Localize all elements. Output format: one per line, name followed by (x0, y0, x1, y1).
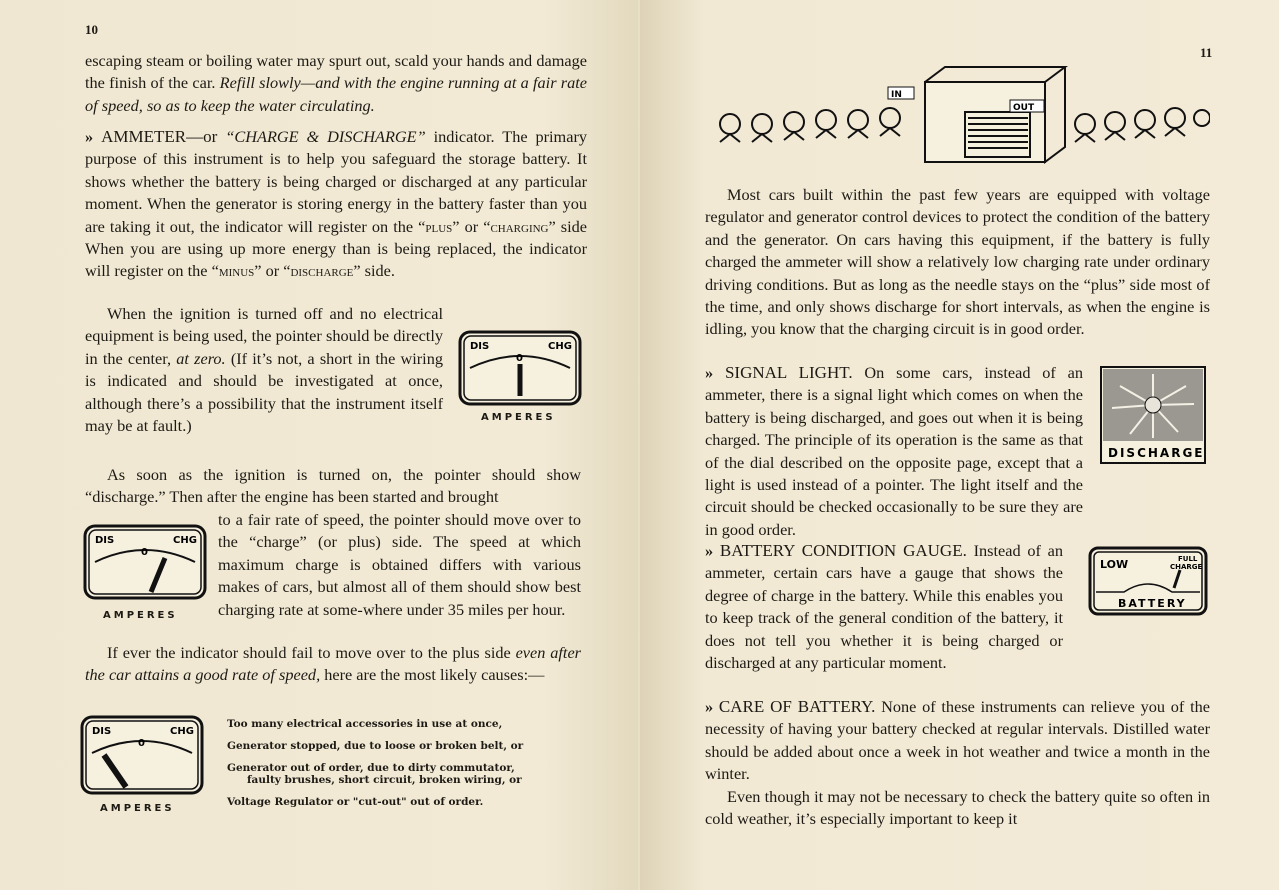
text: As soon as the ignition is turned on, the pointer should show “discharge.” Then after the engine has been started and brought (85, 465, 581, 507)
discharge-signal-lamp (1100, 366, 1206, 464)
text: Even though it may not be necessary to check the battery quite so often in cold weather, it’s especially important to keep it (705, 787, 1210, 829)
cause-item: Voltage Regulator or "cut-out" out of order. (227, 796, 484, 808)
intro-italic: Refill slowly—and with the engine running at a fair rate of speed, so as to keep the water circulating. (85, 73, 588, 115)
text: When the ignition is turned off and no electrical equipment is being used, the pointer should be directly in the center, (85, 304, 443, 368)
battery-condition-gauge (1088, 546, 1208, 616)
dial-chg-label: CHG (173, 535, 197, 546)
bullet-icon: » (705, 541, 714, 560)
signal-light-section (705, 362, 1083, 541)
ammeter-text: The primary purpose of this instrument is to help you safeguard the storage battery. It shows whether the battery is being charged or discharged at any particular moment. When the generator is storing energy in the battery faster than you are taking it out, the indicator will register on the “ (85, 127, 588, 236)
cause-item: faulty brushes, short circuit, broken wiring, or (247, 774, 522, 786)
ammeter-dial-discharge (80, 715, 204, 795)
gauge-full-label: FULL (1178, 555, 1198, 563)
discharge-term: discharge (290, 261, 354, 281)
text: ” or “ (452, 216, 491, 236)
battery-cartoon-illustration (710, 62, 1210, 172)
battery-gauge-section (705, 540, 1063, 674)
lamp-label: DISCHARGE (1108, 446, 1205, 460)
in-label: IN (891, 90, 902, 100)
bullet-icon: » (705, 363, 714, 382)
gauge-charge-label: CHARGE (1170, 563, 1203, 571)
heading-rest: indicator. (425, 127, 495, 146)
dial-chg-label: CHG (548, 341, 572, 352)
text: Most cars built within the past few years are equipped with voltage regulator and generator control devices to protect the condition of the battery and the generator. On cars having this equipment, if the battery is fully charged the ammeter will show a relatively low charging rate under ordinary driving conditions. But as long as the needle stays on the “plus” side most of the time, and only shows discharge for short intervals, as when the engine is idling, you know that the charging circuit is in good order. (705, 185, 1210, 339)
dial-chg-label: CHG (170, 726, 194, 737)
section-heading: CARE OF BATTERY. (718, 697, 876, 716)
text: here are the most likely causes:— (320, 665, 545, 685)
electron-figures-left (720, 108, 900, 142)
electron-figures-right (1075, 108, 1210, 142)
ammeter-dial-charge (83, 524, 207, 600)
italic-text: at zero. (176, 348, 226, 368)
dial-dis-label: DIS (470, 341, 490, 352)
care-of-battery-section (705, 696, 1210, 786)
intro-text: escaping steam or boiling water may spurt out, scald your hands and damage the finish of the car. (85, 51, 587, 93)
dial-caption: AMPERES (100, 803, 175, 814)
intro-paragraph (85, 50, 587, 117)
minus-term: minus (218, 261, 255, 281)
causes-list (227, 713, 523, 813)
page-number: 10 (85, 22, 98, 37)
gauge-low-label: LOW (1100, 558, 1129, 571)
ammeter-dial-zero (458, 330, 582, 406)
charging-term: charging (490, 216, 549, 236)
intro-paragraph (705, 184, 1210, 341)
ignition-on-wrap (218, 509, 581, 621)
text: None of these instruments can relieve you of the necessity of having your battery checked at regular intervals. Distilled water should be added about once a week in hot weather and twice a month in the winter. (705, 697, 1210, 784)
text: Instead of an ammeter, certain cars have a gauge that shows the degree of charge in the battery. While this enables you to keep track of the general condition of the battery, it does not tell you whether it is being charged or discharged at any particular moment. (705, 541, 1064, 673)
fail-paragraph (85, 642, 581, 687)
heading-italic: “CHARGE & DISCHARGE” (225, 127, 426, 146)
cause-item: Too many electrical accessories in use at once, (227, 718, 503, 730)
ignition-on-paragraph (85, 464, 581, 509)
text: ” side. (353, 261, 395, 281)
right-page (640, 0, 1279, 890)
section-heading: SIGNAL LIGHT. (724, 363, 853, 382)
text: ” side When you are using up more energy than is being replaced, the indicator will register on the “ (85, 216, 588, 281)
text: to a fair rate of speed, the pointer should move over to the “charge” (or plus) side. The speed at which maximum charge is obtained differs with various makes of cars, but almost all of them should show best charging rate at some-where under 35 miles per hour. (218, 510, 581, 619)
section-heading: BATTERY CONDITION GAUGE. (719, 541, 967, 560)
section-heading: AMMETER—or (101, 127, 226, 146)
italic-text: even after the car attains a good rate of speed, (85, 643, 582, 685)
text: On some cars, instead of an ammeter, there is a signal light which comes on when the battery is being discharged, and goes out when it is being charged. The principle of its operation is the same as that of the dial described on the opposite page, except that a light is used instead of a pointer. The light itself and the circuit should be checked occasionally to be sure they are in good order. (705, 363, 1084, 539)
gauge-battery-label: BATTERY (1118, 597, 1187, 610)
cause-item: Generator out of order, due to dirty commutator, (227, 762, 515, 774)
cold-weather-paragraph (705, 786, 1210, 831)
dial-zero: 0 (516, 353, 523, 364)
dial-zero: 0 (138, 738, 145, 749)
dial-caption: AMPERES (481, 412, 556, 423)
bullet-icon: » (85, 127, 94, 146)
cause-item: Generator stopped, due to loose or broken belt, or (227, 740, 524, 752)
bullet-icon: » (705, 697, 714, 716)
ignition-off-paragraph (85, 303, 443, 437)
ammeter-section (85, 126, 587, 283)
dial-dis-label: DIS (95, 535, 115, 546)
dial-zero: 0 (141, 547, 148, 558)
dial-dis-label: DIS (92, 726, 112, 737)
left-page (0, 0, 638, 890)
dial-caption: AMPERES (103, 610, 178, 621)
out-label: OUT (1013, 103, 1035, 113)
text: ” or “ (254, 261, 291, 281)
text: If ever the indicator should fail to move over to the plus side (107, 643, 516, 662)
plus-term: plus (425, 216, 453, 236)
page-number: 11 (1200, 45, 1213, 60)
text: (If it’s not, a short in the wiring is indicated and should be investigated at once, although there’s a possibility that the instrument itself may be at fault.) (85, 348, 443, 436)
